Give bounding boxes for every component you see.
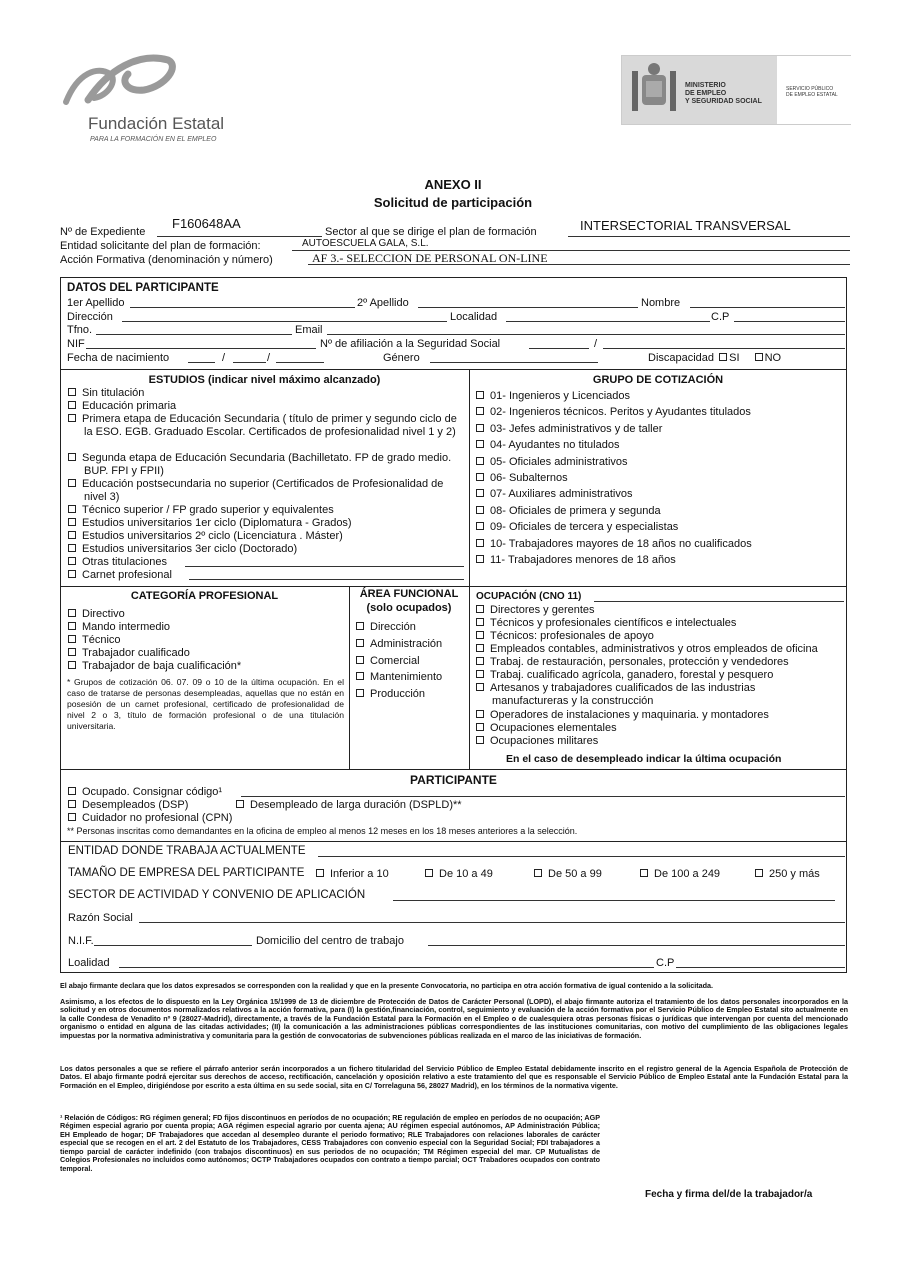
nacimiento-label: Fecha de nacimiento — [67, 352, 170, 364]
empresa-nif-label: N.I.F. — [68, 935, 94, 947]
accion-value[interactable]: AF 3.- SELECCION DE PERSONAL ON-LINE — [312, 251, 548, 265]
categoria-item: Trabajador cualificado — [82, 647, 190, 659]
ocupacion-checkbox[interactable] — [476, 605, 484, 613]
spain-coat-of-arms-icon — [628, 61, 680, 121]
categoria-item: Trabajador de baja cualificación* — [82, 660, 242, 672]
estudios-item: Educación primaria — [82, 400, 177, 412]
cuidador-label: Cuidador no profesional (CPN) — [82, 812, 233, 824]
estudios-checkbox[interactable] — [68, 388, 76, 396]
ocupacion-item: Trabaj. de restauración, personales, protección y vendedores — [490, 656, 789, 668]
entidad-value[interactable]: AUTOESCUELA GALA, S.L. — [302, 238, 429, 249]
categoria-checkbox[interactable] — [68, 648, 76, 656]
cotizacion-item: 06- Subalternos — [490, 472, 568, 484]
categoria-checkbox[interactable] — [68, 622, 76, 630]
cotizacion-checkbox[interactable] — [476, 440, 484, 448]
genero-label: Género — [383, 352, 420, 364]
datos-title: DATOS DEL PARTICIPANTE — [67, 282, 219, 294]
ocupacion-checkbox[interactable] — [476, 683, 484, 691]
localidad-field[interactable] — [506, 321, 710, 322]
tamano-option: Inferior a 10 — [330, 868, 389, 880]
ministry-name: MINISTERIO DE EMPLEO Y SEGURIDAD SOCIAL — [685, 82, 762, 105]
estudios-item: Sin titulación — [82, 387, 145, 399]
estudios-item: Educación postsecundaria no superior (Certificados de Profesionalidad de nivel 3) — [82, 478, 444, 503]
cotizacion-checkbox[interactable] — [476, 473, 484, 481]
participante-note: ** Personas inscritas como demandantes en la oficina de empleo al menos 12 meses en los 18 meses anteriores a la selección. — [67, 826, 578, 836]
estudios-checkbox[interactable] — [68, 531, 76, 539]
ocupacion-item: Ocupaciones militares — [490, 735, 599, 747]
ocupacion-item: Técnicos y profesionales científicos e intelectuales — [490, 617, 737, 629]
otras-titulaciones-field[interactable] — [185, 566, 464, 567]
cp-field[interactable] — [734, 321, 845, 322]
categoria-checkbox[interactable] — [68, 635, 76, 643]
firma-label: Fecha y firma del/de la trabajador/a — [645, 1189, 813, 1200]
domicilio-label: Domicilio del centro de trabajo — [256, 935, 404, 947]
email-field[interactable] — [327, 334, 845, 335]
area-item: Producción — [370, 688, 426, 700]
localidad-label: Localidad — [450, 311, 498, 323]
ocupacion-item: Ocupaciones elementales — [490, 722, 617, 734]
empresa-localidad-label: Loalidad — [68, 957, 110, 969]
sector-actividad-label: SECTOR DE ACTIVIDAD Y CONVENIO DE APLICACIÓN — [68, 889, 366, 901]
apellido2-label: 2º Apellido — [357, 297, 409, 309]
estudios-checkbox[interactable] — [68, 518, 76, 526]
area-item: Mantenimiento — [370, 671, 443, 683]
tamano-checkbox[interactable] — [755, 869, 763, 877]
apellido2-field[interactable] — [418, 307, 638, 308]
nacimiento-sep-1: / — [222, 352, 226, 364]
sector-value[interactable]: INTERSECTORIAL TRANSVERSAL — [580, 218, 791, 233]
categoria-title: CATEGORÍA PROFESIONAL — [130, 590, 279, 602]
fundae-logo — [58, 52, 258, 152]
ocupado-checkbox[interactable] — [68, 787, 76, 795]
entidad-trabajo-field[interactable] — [318, 856, 845, 857]
expediente-label: Nº de Expediente — [60, 226, 146, 238]
cotizacion-checkbox[interactable] — [476, 391, 484, 399]
tamano-label: TAMAÑO DE EMPRESA DEL PARTICIPANTE — [68, 867, 305, 879]
direccion-field[interactable] — [122, 321, 447, 322]
ocupacion-footer: En el caso de desempleado indicar la última ocupación — [506, 753, 782, 765]
estudios-title: ESTUDIOS (indicar nivel máximo alcanzado) — [148, 374, 381, 386]
tamano-option: De 50 a 99 — [548, 868, 602, 880]
estudios-checkbox[interactable] — [68, 557, 76, 565]
area-title: ÁREA FUNCIONAL — [359, 588, 459, 600]
nif-field[interactable] — [86, 348, 316, 349]
tamano-checkbox[interactable] — [425, 869, 433, 877]
desempleados-checkbox[interactable] — [68, 800, 76, 808]
cotizacion-checkbox[interactable] — [476, 522, 484, 530]
cotizacion-checkbox[interactable] — [476, 424, 484, 432]
spe-name: SERVICIO PÚBLICO DE EMPLEO ESTATAL — [786, 86, 838, 98]
cuidador-checkbox[interactable] — [68, 813, 76, 821]
cotizacion-item: 01- Ingenieros y Licenciados — [490, 390, 631, 402]
area-checkbox[interactable] — [356, 672, 364, 680]
ocupacion-item: Empleados contables, administrativos y otros empleados de oficina — [490, 643, 818, 655]
nacimiento-day[interactable] — [188, 362, 215, 363]
ocupacion-checkbox[interactable] — [476, 736, 484, 744]
estudios-checkbox[interactable] — [68, 505, 76, 513]
ocupacion-title: OCUPACIÓN (CNO 11) — [476, 591, 582, 602]
tamano-option: De 100 a 249 — [654, 868, 721, 880]
apellido1-label: 1er Apellido — [67, 297, 125, 309]
empresa-cp-field[interactable] — [676, 967, 845, 968]
area-checkbox[interactable] — [356, 639, 364, 647]
area-item: Comercial — [370, 655, 420, 667]
ocupacion-item: Artesanos y trabajadores cualificados de las industrias manufactureras y la construcción — [490, 682, 756, 707]
estudios-item: Carnet profesional — [82, 569, 172, 581]
ocupacion-checkbox[interactable] — [476, 631, 484, 639]
cotizacion-item: 07- Auxiliares administrativos — [490, 488, 633, 500]
cotizacion-item: 03- Jefes administrativos y de taller — [490, 423, 663, 435]
desempleados-label: Desempleados (DSP) — [82, 799, 189, 811]
nif-label: NIF — [67, 338, 85, 350]
ocupacion-item: Técnicos: profesionales de apoyo — [490, 630, 654, 642]
estudios-checkbox[interactable] — [68, 544, 76, 552]
tamano-option: De 10 a 49 — [439, 868, 493, 880]
empresa-cp-label: C.P — [656, 957, 675, 969]
estudios-checkbox[interactable] — [68, 453, 76, 461]
codigos-text: ¹ Relación de Códigos: RG régimen general; FD fijos discontinuos en períodos de no ocupación; RE regulación de empleo en períodos de no ocupación; AGP Régimen especial agrario por cuenta propia; AGA régimen especial agrario por cuenta ajena; AU régimen especial autónomos, AP Administración Pública; EH Empleado de hogar; DF Trabajadores que accedan al desempleo durante el periodo formativo; RLE Trabajadores con relaciones laborales de carácter especial que se recogen en el art. 2 del Estatuto de los Trabajadores, CESS Trabajadores con convenio especial con la Seguridad Social; FDI trabajadores a tiempo parcial de carácter indefinido (con trabajos discontinuos) en sus periodos de no ocupación; TM Régimen especial del mar. CP Mutualistas de Colegios Profesionales no incluidos como autónomos; OCTP Trabajadores ocupados con contrato a tiempo parcial; OCT Trabadores ocupados con contrato temporal. — [60, 1113, 600, 1173]
estudios-checkbox[interactable] — [68, 414, 76, 422]
cotizacion-item: 09- Oficiales de tercera y especialistas — [490, 521, 679, 533]
sector-actividad-field[interactable] — [393, 900, 835, 901]
ocupacion-item: Directores y gerentes — [490, 604, 595, 616]
ministry-logo — [621, 55, 851, 125]
fundae-logo-subtitle: PARA LA FORMACIÓN EN EL EMPLEO — [90, 136, 217, 143]
ocupacion-checkbox[interactable] — [476, 723, 484, 731]
tamano-checkbox[interactable] — [640, 869, 648, 877]
form-subtitle: Solicitud de participación — [373, 195, 533, 210]
categoria-note: * Grupos de cotización 06. 07. 09 o 10 de la última ocupación. En el caso de tratarse de personas desempleadas, aquellas que no están en posesión de un carnet profesional, certificado de profesionalidad de nivel 2 o 3, título de formación profesional o de una titulación universitaria. — [67, 677, 344, 731]
area-subtitle: (solo ocupados) — [366, 602, 452, 614]
empresa-nif-field[interactable] — [94, 945, 252, 946]
tfno-label: Tfno. — [67, 324, 93, 336]
cotizacion-item: 10- Trabajadores mayores de 18 años no cualificados — [490, 538, 752, 550]
direccion-label: Dirección — [67, 311, 113, 323]
nacimiento-year[interactable] — [276, 362, 324, 363]
cotizacion-item: 04- Ayudantes no titulados — [490, 439, 620, 451]
discapacidad-no-label: NO — [764, 352, 782, 364]
tfno-field[interactable] — [96, 334, 292, 335]
nombre-field[interactable] — [690, 307, 845, 308]
lopd-text: Asimismo, a los efectos de lo dispuesto en la Ley Orgánica 15/1999 de 13 de diciembre de Protección de Datos de Carácter Personal (LOPD), el abajo firmante autoriza el tratamiento de los datos personales incorporados en la solicitud y en otros documentos normalizados relativos a la acción formativa, para (I) la gestión,financiación, control, seguimiento y evaluación de la acción formativa por el Servicio Público de Empleo Estatal sito actualmente en la calle Condesa de Venadito nº 9 (28027-Madrid), directamente, a través de la Fundación Estatal para la Formación en el Empleo o de cualesquiera otras personas físicas o jurídicas que intervengan por cuenta del mencionado organismo o entidad en alguna de las citadas actividades; (II) la comunicación a las administraciones públicas correspondientes de las instituciones comunitarias, con motivo del cumplimiento de las obligaciones legales impuestas por la normativa administrativa y comunitaria para la gestión de convocatorias de subvenciones públicas realizada en el marco de las iniciativas de formación. — [60, 997, 848, 1040]
declaracion-text: El abajo firmante declara que los datos expresados se corresponden con la realidad y que en la presente Convocatoria, no participa en otra acción formativa de igual contenido a la solicitada. — [60, 981, 714, 990]
ocupacion-item: Operadores de instalaciones y maquinaria. y montadores — [490, 709, 769, 721]
area-checkbox[interactable] — [356, 656, 364, 664]
tamano-checkbox[interactable] — [316, 869, 324, 877]
ocupado-codigo-field[interactable] — [241, 796, 845, 797]
cp-label: C.P — [711, 311, 730, 323]
estudios-checkbox[interactable] — [68, 401, 76, 409]
apellido1-field[interactable] — [130, 307, 355, 308]
ocupacion-checkbox[interactable] — [476, 670, 484, 678]
nombre-label: Nombre — [641, 297, 681, 309]
razon-social-field[interactable] — [139, 922, 845, 923]
area-checkbox[interactable] — [356, 689, 364, 697]
cotizacion-checkbox[interactable] — [476, 457, 484, 465]
categoria-item: Mando intermedio — [82, 621, 171, 633]
cotizacion-item: 02- Ingenieros técnicos. Peritos y Ayudantes titulados — [490, 406, 751, 418]
estudios-item: Segunda etapa de Educación Secundaria (Bachilletato. FP de grado medio. BUP. FPI y FPII) — [82, 452, 452, 477]
ocupacion-checkbox[interactable] — [476, 644, 484, 652]
ocupacion-checkbox[interactable] — [476, 618, 484, 626]
categoria-checkbox[interactable] — [68, 661, 76, 669]
fundae-logo-name: Fundación Estatal — [88, 114, 225, 133]
nacimiento-sep-2: / — [267, 352, 271, 364]
area-item: Administración — [370, 638, 443, 650]
estudios-item: Estudios universitarios 1er ciclo (Diplomatura - Grados) — [82, 517, 352, 529]
cotizacion-checkbox[interactable] — [476, 489, 484, 497]
nacimiento-month[interactable] — [233, 362, 266, 363]
area-item: Dirección — [370, 621, 416, 633]
participante-title: PARTICIPANTE — [410, 773, 497, 787]
tamano-option: 250 y más — [769, 868, 820, 880]
afiliacion-field-1[interactable] — [529, 348, 589, 349]
afiliacion-field-2[interactable] — [603, 348, 845, 349]
larga-duracion-checkbox[interactable] — [236, 800, 244, 808]
estudios-checkbox[interactable] — [68, 479, 76, 487]
tamano-checkbox[interactable] — [534, 869, 542, 877]
cotizacion-item: 11- Trabajadores menores de 18 años — [490, 554, 676, 566]
ocupado-label: Ocupado. Consignar código¹ — [82, 786, 223, 798]
cotizacion-item: 08- Oficiales de primera y segunda — [490, 505, 661, 517]
cotizacion-checkbox[interactable] — [476, 407, 484, 415]
email-label: Email — [295, 324, 323, 336]
razon-social-label: Razón Social — [68, 912, 133, 924]
entidad-label: Entidad solicitante del plan de formación: — [60, 240, 261, 252]
discapacidad-no-checkbox[interactable] — [755, 353, 763, 361]
estudios-item: Estudios universitarios 3er ciclo (Doctorado) — [82, 543, 298, 555]
discapacidad-si-label: SI — [729, 352, 740, 364]
annex-title: ANEXO II — [424, 177, 482, 192]
categoria-checkbox[interactable] — [68, 609, 76, 617]
categoria-item: Técnico — [82, 634, 121, 646]
fundae-logo-mark — [58, 52, 178, 108]
ocupacion-checkbox[interactable] — [476, 710, 484, 718]
cotizacion-checkbox[interactable] — [476, 506, 484, 514]
datos-personales-text: Los datos personales a que se refiere el párrafo anterior serán incorporados a un fichero titularidad del Servicio Público de Empleo Estatal debidamente inscrito en el registro general de la Agencia Española de Protección de Datos. El abajo firmante podrá ejercitar sus derechos de acceso, rectificación, cancelación y oposición relativo a este tratamiento del que es responsable el Servicio Público de Empleo Estatal ante la Fundación Estatal para la Formación en el Empleo, dirigiéndose por escrito a esta última en su sede social, sita en C/ Torrelaguna 56, 28027 Madrid), en los términos de la normativa vigente. — [60, 1064, 848, 1090]
cotizacion-checkbox[interactable] — [476, 555, 484, 563]
ocupacion-item: Trabaj. cualificado agrícola, ganadero, forestal y pesquero — [490, 669, 774, 681]
afiliacion-label: Nº de afiliación a la Seguridad Social — [320, 338, 501, 350]
domicilio-field[interactable] — [428, 945, 845, 946]
categoria-item: Directivo — [82, 608, 125, 620]
sector-label: Sector al que se dirige el plan de formación — [325, 226, 537, 238]
empresa-localidad-field[interactable] — [119, 967, 654, 968]
discapacidad-label: Discapacidad — [648, 352, 715, 364]
afiliacion-separator: / — [594, 338, 598, 350]
estudios-item: Técnico superior / FP grado superior y equivalentes — [82, 504, 334, 516]
estudios-checkbox[interactable] — [68, 570, 76, 578]
estudios-item: Otras titulaciones — [82, 556, 167, 568]
discapacidad-si-checkbox[interactable] — [719, 353, 727, 361]
estudios-item: Primera etapa de Educación Secundaria ( título de primer y segundo ciclo de la ESO. EGB. Graduado Escolar. Certificados de profesionalidad nivel 1 y 2) — [82, 413, 457, 438]
genero-field[interactable] — [430, 362, 598, 363]
cotizacion-item: 05- Oficiales administrativos — [490, 456, 628, 468]
carnet-profesional-field[interactable] — [189, 579, 464, 580]
accion-label: Acción Formativa (denominación y número) — [60, 254, 273, 266]
larga-duracion-label: Desempleado de larga duración (DSPLD)** — [250, 799, 462, 811]
cotizacion-title: GRUPO DE COTIZACIÓN — [592, 374, 724, 386]
ocupacion-checkbox[interactable] — [476, 657, 484, 665]
estudios-item: Estudios universitarios 2º ciclo (Licenciatura . Máster) — [82, 530, 343, 542]
entidad-trabajo-label: ENTIDAD DONDE TRABAJA ACTUALMENTE — [68, 845, 306, 857]
cotizacion-checkbox[interactable] — [476, 539, 484, 547]
expediente-value[interactable]: F160648AA — [172, 216, 241, 231]
area-checkbox[interactable] — [356, 622, 364, 630]
